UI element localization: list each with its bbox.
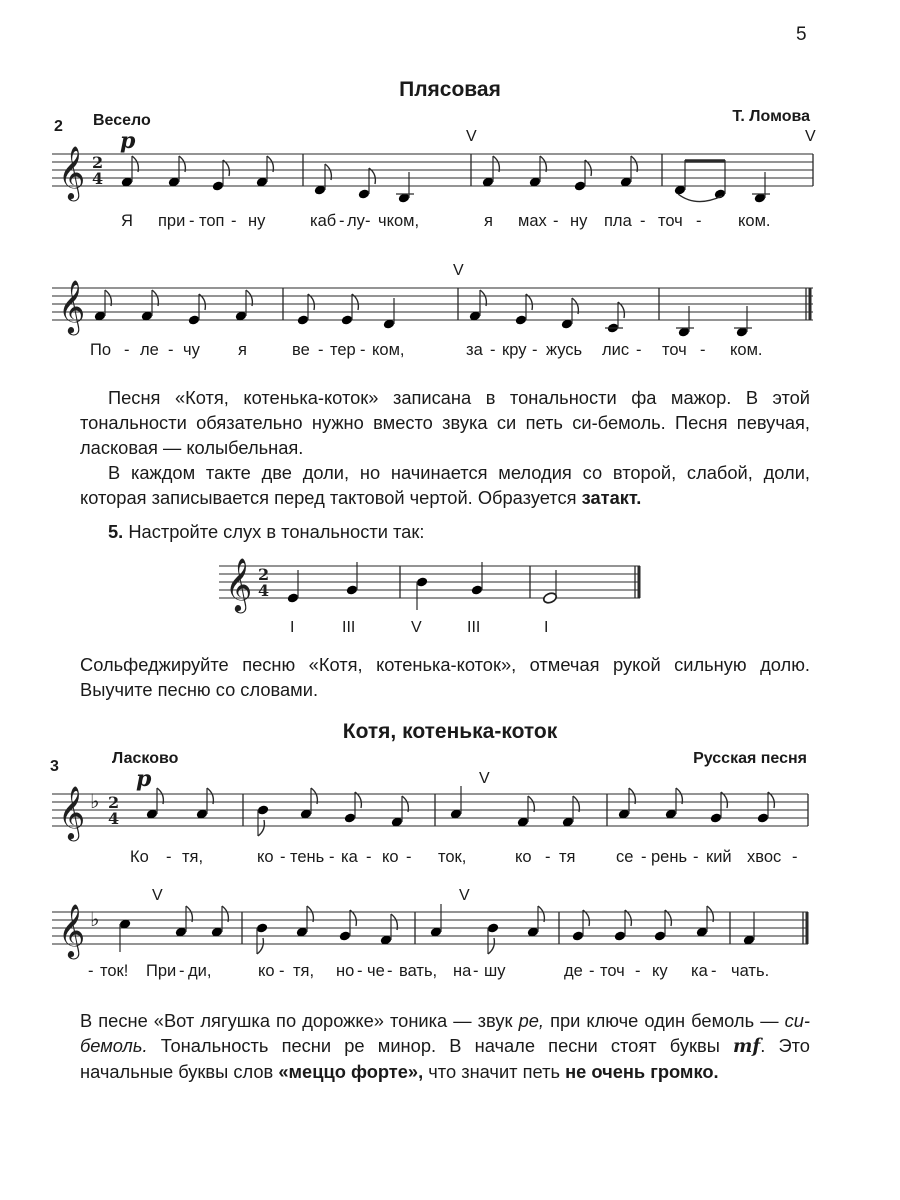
- breath-mark: V: [453, 262, 464, 279]
- tempo-marking: Весело: [93, 112, 151, 129]
- breath-mark: V: [479, 770, 490, 787]
- flat-icon: ♭: [90, 789, 100, 813]
- dynamic-marking: p: [136, 766, 152, 792]
- treble-clef-icon: 𝄞: [58, 145, 86, 199]
- staff-lines: [52, 912, 808, 944]
- mezzo-forte-marking: mf: [733, 1036, 761, 1057]
- paragraph: В песне «Вот лягушка по дорожке» тоника — звук ре, при ключе один бемоль — си-бемоль. Тональность песни ре минор. В начале песни стоят буквы mf. Это начальные буквы слов «меццо форте», что значит петь не очень громко.: [80, 1010, 810, 1082]
- flat-icon: ♭: [90, 907, 100, 931]
- time-signature: 2: [92, 153, 104, 172]
- treble-clef-icon: 𝄞: [58, 785, 86, 839]
- treble-clef-icon: 𝄞: [58, 279, 86, 333]
- breath-mark: V: [152, 887, 163, 904]
- time-signature: 2: [108, 793, 120, 812]
- paragraph: Сольфеджируйте песню «Котя, котенька-коток», отмечая рукой сильную долю. Выучите песню со словами.: [80, 654, 810, 700]
- breath-mark: V: [459, 887, 470, 904]
- example-number: 3: [50, 758, 59, 775]
- treble-clef-icon: 𝄞: [225, 557, 253, 611]
- dynamic-marking: p: [120, 128, 136, 154]
- breath-mark: V: [466, 128, 477, 145]
- tempo-marking: Ласково: [112, 750, 179, 767]
- paragraph: В каждом такте две доли, но начинается мелодия со второй, слабой, доли, которая записывается перед тактовой чертой. Образуется затакт.: [80, 462, 810, 508]
- exercise-5-instruction: 5. Настройте слух в тональности так:: [108, 521, 425, 542]
- composer-name: Русская песня: [693, 750, 807, 767]
- breath-mark: V: [805, 128, 816, 145]
- time-signature: 2: [258, 565, 270, 584]
- example-number: 2: [54, 118, 63, 135]
- song-title-kotya: Котя, котенька-коток: [342, 720, 558, 743]
- time-signature: 4: [258, 581, 270, 600]
- composer-name: Т. Ломова: [732, 108, 810, 125]
- page-number: 5: [796, 24, 807, 45]
- treble-clef-icon: 𝄞: [58, 903, 86, 957]
- time-signature: 4: [92, 169, 104, 188]
- song-title-plyasovaya: Плясовая: [399, 78, 501, 101]
- time-signature: 4: [108, 809, 120, 828]
- paragraph: Песня «Котя, котенька-коток» записана в тональности фа мажор. В этой тональности обязательно нужно вместо звука си петь си-бемоль. Песня певучая, ласковая — колыбельная.: [80, 387, 810, 458]
